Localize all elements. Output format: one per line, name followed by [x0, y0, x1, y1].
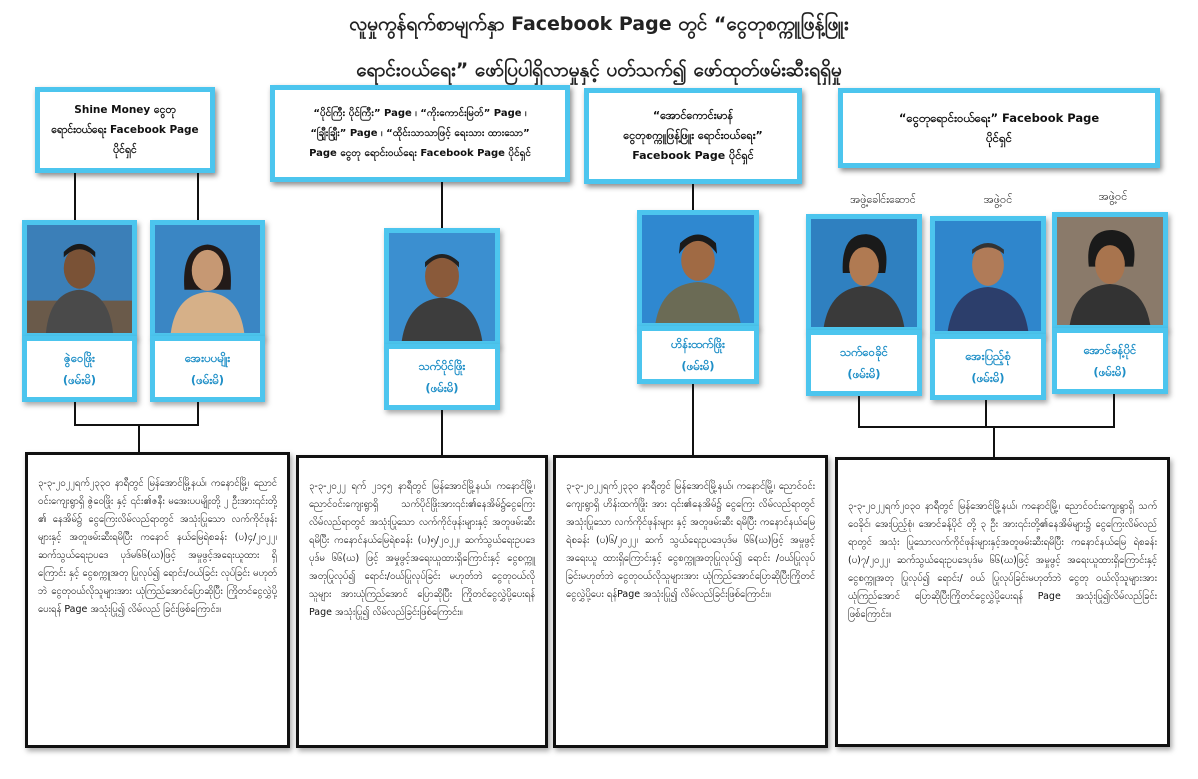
person-name-box [22, 336, 137, 402]
person-name-box [930, 334, 1046, 400]
person-role: အဖွဲ့ခေါင်းဆောင် [850, 193, 916, 206]
connector-line [692, 384, 694, 456]
connector-line [985, 400, 987, 428]
group-4-header-line: ပိုင်ရှင် [986, 131, 1012, 145]
person-status: (ဖမ်းမိ) [1093, 365, 1127, 379]
group-3-header-line: “အောင်ကောင်းမာန် [652, 109, 734, 122]
connector-line [441, 410, 443, 456]
group-3-header [584, 88, 802, 184]
person-silhouette-icon [1057, 217, 1163, 325]
group-4-header [838, 88, 1160, 168]
person-name-box [150, 336, 265, 402]
person-silhouette-icon [935, 221, 1041, 331]
person-photo [384, 228, 500, 346]
group-4-description: ၃-၃-၂၀၂၂ရက်၂၀၃၀ နာရီတွင် မြန်အောင်မြို့နယ်၊ ကနောင်မြို့၊ ညောင်ဝင်းကျေးရွာရှိ သက်ဝေခိုင်၊ အေးပြည့်စုံ၊ အောင်ခန့်ပိုင် တို့ ၃ ဦး အား၎င်းတို့၏နေအိမ်များ၌ ငွေကြေးလိမ်လည်ရာတွင် အသုံး ပြုသောလက်ကိုင်ဖုန်းများနှင့်အတူဖမ်းဆီးရမိပြီး ကနောင်နယ်မြေ ရဲစခန်း (ပ)၇/၂၀၂၂၊ ဆက်သွယ်ရေးဥပဒေပုဒ်မ ၆၆(ဃ)ဖြင့် အမှုဖွင့် အရေးယူထားရှိကြောင်းနှင့် ငွေစက္ကူအတု ပြုလုပ်၍ ရောင်း/ ဝယ် ပြုလုပ်ခြင်းမဟုတ်ဘဲ ငွေတု ဝယ်လိုသူများအား ယုံကြည်အောင် ပြောဆိုပြီးကြိုတင်ငွေလွှဲပို့ပေးရန် Page အသုံးပြု၍လိမ်လည်ခြင်း ဖြစ်ကြောင်း။ [835, 457, 1170, 747]
person-name: အေးပြည့်စုံ [965, 349, 1011, 363]
person-name: အောင်ခန့်ပိုင် [1083, 343, 1137, 357]
group-2-header-line: “ချြီးချြီး” Page ၊ “ထိုင်းသာသာဖြင့် ရေးသား ထားသော” [310, 127, 530, 139]
group-1-description: ၃-၃-၂၀၂၂ရက်၂၃၃၀ နာရီတွင် မြန်အောင်မြို့နယ်၊ ကနောင်မြို့၊ ညောင်ဝင်းကျေးရွာရှိ ဇွဲဝေဖြိုး နှင့် ၎င်း၏ဇနီး မအေးပပမျိုးတို့ ၂ ဦးအား၎င်းတို့ ၏ နေအိမ်၌ ငွေကြေးလိမ်လည်ရာတွင် အသုံးပြုသော လက်ကိုင်ဖုန်းများနှင့် အတူဖမ်းဆီးရမိပြီး ကနောင် နယ်မြေရဲစခန်း (ပ)၄/၂၀၂၂၊ ဆက်သွယ်ရေးဥပဒေ ပုဒ်မ၆၆(ဃ)ဖြင့် အမှုဖွင့်အရေးယူထား ရှိကြောင်း နှင့် ငွေစက္ကူအတု ပြုလုပ်၍ ရောင်း/ဝယ်ခြင်း လုပ်ခြင်း မဟုတ်ဘဲ ငွေတုဝယ်လိုသူများအား ယုံကြည်အောင်ပြောဆိုပြီး ကြိုတင်ငွေလွှဲပို့ပေးရန် Page အသုံးပြု၍ လိမ်လည် ခြင်းဖြစ်ကြောင်း။ [25, 452, 290, 748]
person-photo [1052, 212, 1168, 330]
connector-line [441, 182, 443, 232]
connector-line [858, 396, 860, 428]
group-4-header-line: “ငွေတုရောင်းဝယ်ရေး” Facebook Page [898, 111, 1100, 125]
connector-line [1113, 394, 1115, 428]
person-photo [22, 220, 137, 338]
person-role: အဖွဲ့ဝင် [983, 193, 1013, 206]
group-2-header-line: Page ငွေတု ရောင်းဝယ်ရေး Facebook Page ပိုင်ရှင် [309, 147, 531, 159]
person-status: (ဖမ်းမိ) [847, 367, 881, 381]
person-name: အေးပပမျိုး [184, 351, 231, 365]
group-2-description: ၃-၃-၂၀၂၂ ရက် ၂၁၄၅ နာရီတွင် မြန်အောင်မြို့နယ်၊ ကနောင်မြို့၊ ညောင်ဝင်းကျေးရွာရှိ သက်ပိုင်ဖြိုးအား၎င်း၏နေအိမ်၌ငွေကြေးလိမ်လည်ရာတွင် အသုံးပြုသော လက်ကိုင်ဖုန်းများနှင့် အတူဖမ်းဆီးရမိပြီး ကနောင်နယ်မြေရဲစခန်း (ပ)၅/၂၀၂၂၊ ဆက်သွယ်ရေးဥပဒေပုဒ်မ ၆၆(ဃ) ဖြင့် အမှုဖွင့်အရေးယူထားရှိကြောင်းနှင့် ငွေစက္ကူ အတုပြုလုပ်၍ ရောင်း/ဝယ်ပြုလုပ်ခြင်း မဟုတ်ဘဲ ငွေတုဝယ်လိုသူများ အားယုံကြည်အောင် ပြောဆိုပြီး ကြိုတင်ငွေလွှဲပို့ပေးရန် Page အသုံးပြု၍ လိမ်လည်ခြင်းဖြစ်ကြောင်း။ [296, 455, 548, 748]
person-name-box [806, 330, 922, 396]
person-silhouette-icon [155, 225, 260, 333]
group-1-header-line: Shine Money ငွေတု [74, 104, 176, 116]
group-3-header-line: Facebook Page ပိုင်ရှင် [632, 149, 754, 162]
person-status: (ဖမ်းမိ) [190, 373, 225, 387]
title-line-1: လူမှုကွန်ရက်စာမျက်နှာ Facebook Page တွင် “ငွေတုစက္ကူဖြန့်ဖြူး [349, 13, 849, 35]
person-status: (ဖမ်းမိ) [62, 373, 97, 387]
person-photo [150, 220, 265, 338]
title-line-2: ရောင်းဝယ်ရေး” ဖော်ပြပါရှိလာမှုနှင့် ပတ်သက်၍ ဖော်ထုတ်ဖမ်းဆီးရရှိမှု [356, 59, 842, 81]
person-name: သက်ပိုင်ဖြိုး [418, 359, 466, 373]
person-silhouette-icon [642, 215, 754, 323]
person-name: ဟိန်းထက်ဖြိုး [671, 337, 725, 351]
person-photo [806, 214, 922, 332]
person-name-box [384, 344, 500, 410]
person-status: (ဖမ်းမိ) [681, 359, 715, 373]
person-silhouette-icon [389, 233, 495, 341]
person-photo [637, 210, 759, 328]
connector-line [74, 424, 199, 426]
group-3-description: ၃-၃-၂၀၂၂ရက်၂၃၃၀ နာရီတွင် မြန်အောင်မြို့နယ်၊ ကနောင်မြို့၊ ညောင်ဝင်းကျေးရွာရှိ ဟိန်းထက်ဖြိုး အား ၎င်း၏နေအိမ်၌ ငွေကြေး လိမ်လည်ရာတွင် အသုံးပြုသော လက်ကိုင်ဖုန်းများ နှင့် အတူဖမ်းဆီး ရမိပြီး ကနောင်နယ်မြေရဲစခန်း (ပ)၆/၂၀၂၂၊ ဆက် သွယ်ရေးဥပဒေပုဒ်မ ၆၆(ဃ)ဖြင့် အမှုဖွင့် အရေးယူ ထားရှိကြောင်းနှင့် ငွေစက္ကူအတုပြုလုပ်၍ ရောင်း /ဝယ်ပြုလုပ်ခြင်းမဟုတ်ဘဲ ငွေတုဝယ်လိုသူများအား ယုံကြည်အောင်ပြောဆိုပြီးကြိုတင်ငွေလွှဲပို့ပေး ရန်Page အသုံးပြု၍ လိမ်လည်ခြင်းဖြစ်ကြောင်း။ [553, 455, 828, 748]
person-status: (ဖမ်းမိ) [425, 381, 459, 395]
person-name: ဇွဲဝေဖြိုး [64, 351, 95, 365]
person-status: (ဖမ်းမိ) [971, 371, 1005, 385]
connector-line [197, 173, 199, 223]
connector-line [858, 426, 1115, 428]
group-1-header-line: ပိုင်ရှင် [113, 144, 137, 156]
group-1-header-line: ရောင်းဝယ်ရေး Facebook Page [51, 124, 199, 136]
group-1-header [35, 87, 215, 173]
person-photo [930, 216, 1046, 336]
person-silhouette-icon [811, 219, 917, 327]
connector-line [993, 426, 995, 458]
person-name: သက်ဝေခိုင် [840, 345, 888, 359]
connector-line [74, 402, 76, 426]
person-silhouette-icon [27, 225, 132, 333]
group-3-header-line: ငွေတုစက္ကူဖြန့်ဖြူး ရောင်းဝယ်ရေး” [623, 129, 763, 142]
person-name-box [637, 326, 759, 384]
person-role: အဖွဲ့ဝင် [1098, 190, 1128, 203]
person-name-box [1052, 328, 1168, 394]
group-2-header-line: “ပိုင်ကြီး ပိုင်ကြီး” Page ၊ “ကိုးကောင်းမြတ်” Page ၊ [313, 107, 527, 119]
connector-line [197, 402, 199, 426]
connector-line [138, 424, 140, 454]
connector-line [74, 173, 76, 223]
group-2-header [270, 85, 570, 182]
